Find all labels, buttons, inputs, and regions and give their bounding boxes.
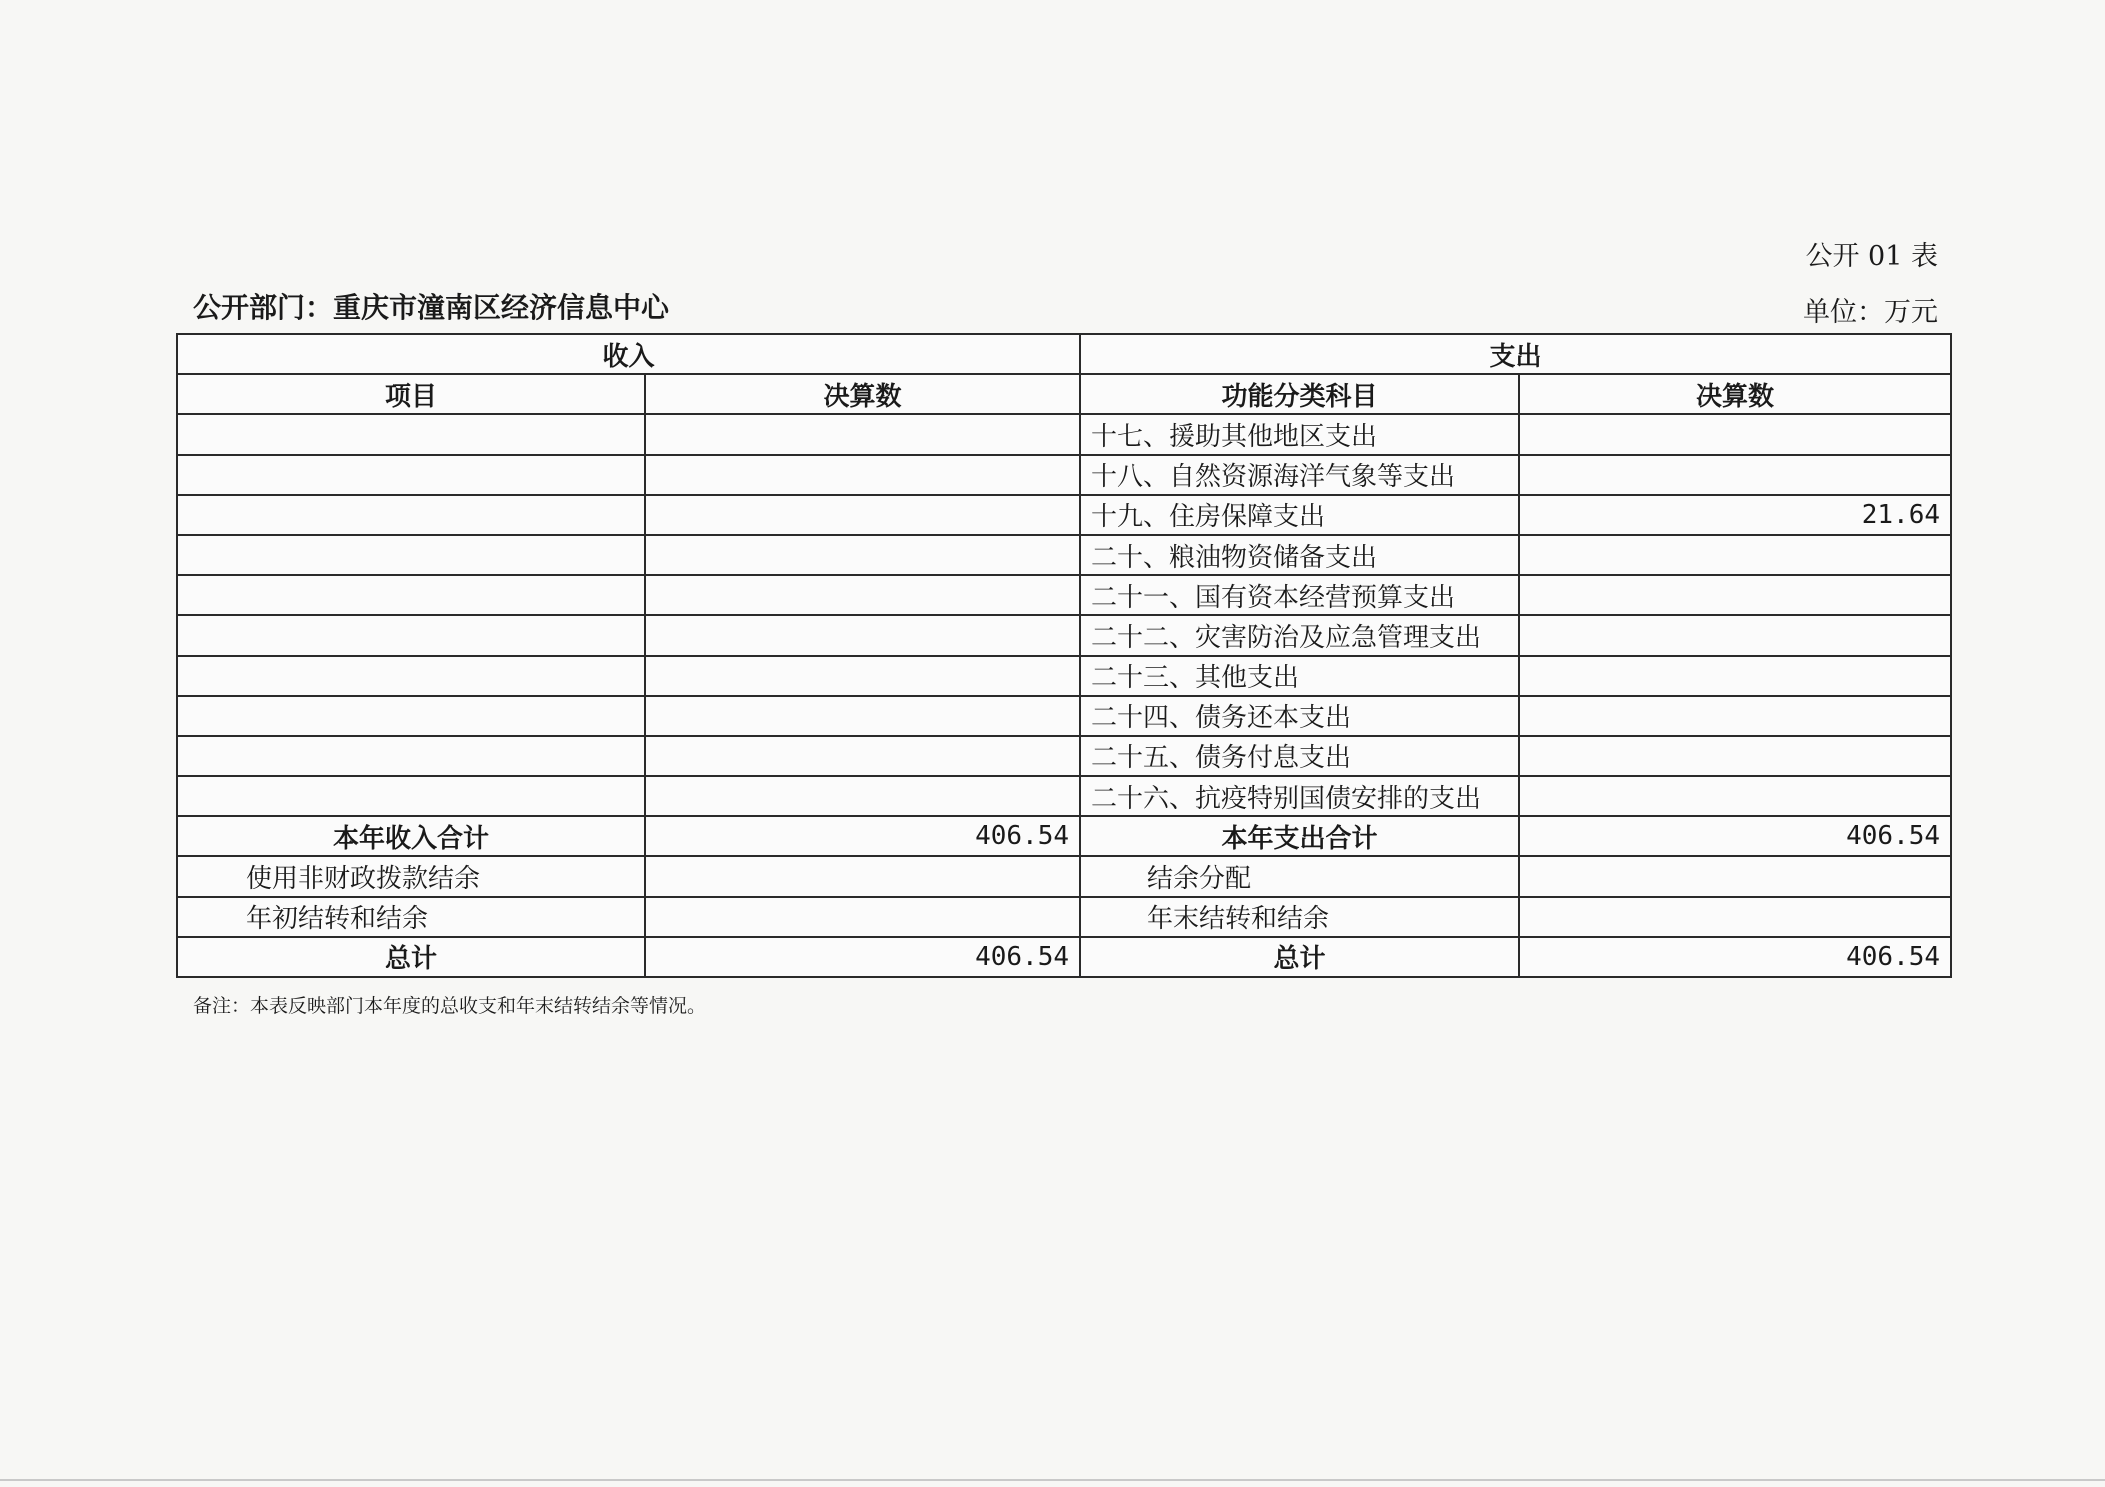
income-item-cell [177,736,645,776]
income-amount-cell [645,535,1080,575]
income-item-cell [177,575,645,615]
year-income-total-label: 本年收入合计 [177,816,645,856]
carryover-row [177,897,1951,937]
grand-total-right: 406.54 [1519,937,1951,977]
table-row [177,776,1951,816]
income-amount-cell [645,455,1080,495]
grand-total-row [177,937,1951,977]
beginning-balance-label: 年初结转和结余 [177,897,645,937]
nonfiscal-value [645,856,1080,896]
expense-category-cell: 二十五、债务付息支出 [1080,736,1519,776]
grand-total-label-left: 总计 [177,937,645,977]
year-total-row [177,816,1951,856]
ending-balance-label: 年末结转和结余 [1080,897,1519,937]
income-amount-cell [645,414,1080,454]
table-row [177,575,1951,615]
expense-amount-cell [1519,696,1951,736]
expense-amount-cell [1519,615,1951,655]
ending-balance-value [1519,897,1951,937]
income-item-cell [177,455,645,495]
income-item-cell [177,696,645,736]
col-item-header: 项目 [177,374,645,414]
unit-label: 单位：万元 [1803,297,1938,328]
table-row [177,455,1951,495]
beginning-balance-value [645,897,1080,937]
table-row [177,495,1951,535]
col-amount-right-header: 决算数 [1519,374,1951,414]
income-amount-cell [645,615,1080,655]
expense-category-cell: 十九、住房保障支出 [1080,495,1519,535]
form-code: 公开 01 表 [1805,241,1938,272]
section-header-row [177,334,1951,374]
income-amount-cell [645,575,1080,615]
table-row [177,696,1951,736]
table-row [177,656,1951,696]
col-category-header: 功能分类科目 [1080,374,1519,414]
table-row [177,736,1951,776]
income-amount-cell [645,736,1080,776]
table-row [177,414,1951,454]
expense-amount-cell: 21.64 [1519,495,1951,535]
department-title: 公开部门：重庆市潼南区经济信息中心 [193,291,670,324]
year-income-total-value: 406.54 [645,816,1080,856]
expense-category-cell: 二十三、其他支出 [1080,656,1519,696]
detail-rows [177,414,1951,816]
nonfiscal-label: 使用非财政拨款结余 [177,856,645,896]
expense-category-cell: 二十一、国有资本经营预算支出 [1080,575,1519,615]
expense-amount-cell [1519,656,1951,696]
expense-category-cell: 十八、自然资源海洋气象等支出 [1080,455,1519,495]
surplus-distribution-label: 结余分配 [1080,856,1519,896]
income-amount-cell [645,696,1080,736]
expense-category-cell: 二十四、债务还本支出 [1080,696,1519,736]
income-item-cell [177,414,645,454]
expense-category-cell: 二十六、抗疫特别国债安排的支出 [1080,776,1519,816]
income-amount-cell [645,495,1080,535]
grand-total-left: 406.54 [645,937,1080,977]
expense-category-cell: 十七、援助其他地区支出 [1080,414,1519,454]
income-amount-cell [645,656,1080,696]
expense-amount-cell [1519,414,1951,454]
income-item-cell [177,615,645,655]
footnote: 备注：本表反映部门本年度的总收支和年末结转结余等情况。 [193,995,707,1017]
expense-amount-cell [1519,575,1951,615]
income-item-cell [177,656,645,696]
income-item-cell [177,776,645,816]
nonfiscal-row [177,856,1951,896]
table-row [177,615,1951,655]
expense-amount-cell [1519,455,1951,495]
income-header: 收入 [177,334,1080,374]
income-expense-table [176,333,1952,978]
grand-total-label-right: 总计 [1080,937,1519,977]
table-row [177,535,1951,575]
income-item-cell [177,495,645,535]
expense-amount-cell [1519,776,1951,816]
expense-amount-cell [1519,535,1951,575]
expense-category-cell: 二十、粮油物资储备支出 [1080,535,1519,575]
expense-category-cell: 二十二、灾害防治及应急管理支出 [1080,615,1519,655]
income-item-cell [177,535,645,575]
expense-amount-cell [1519,736,1951,776]
column-header-row [177,374,1951,414]
income-amount-cell [645,776,1080,816]
surplus-distribution-value [1519,856,1951,896]
col-amount-left-header: 决算数 [645,374,1080,414]
page-edge-line [0,1479,2105,1481]
year-expense-total-value: 406.54 [1519,816,1951,856]
year-expense-total-label: 本年支出合计 [1080,816,1519,856]
expense-header: 支出 [1080,334,1951,374]
